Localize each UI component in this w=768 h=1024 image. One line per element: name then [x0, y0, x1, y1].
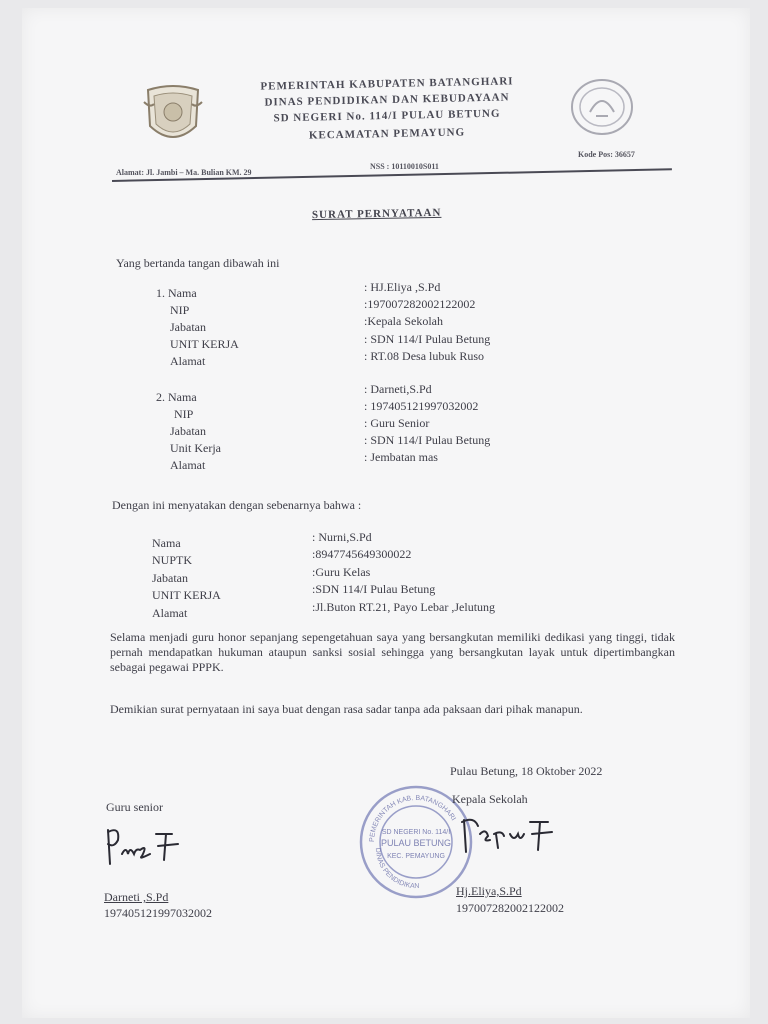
person2-value: : 197405121997032002: [364, 399, 479, 413]
signature-right-icon: [458, 812, 558, 858]
document-title: SURAT PERNYATAAN: [311, 206, 442, 222]
person1-value: :197007282002122002: [364, 297, 476, 311]
subject-value: : Nurni,S.Pd: [312, 530, 372, 544]
letterhead-line-1: PEMERINTAH KABUPATEN BATANGHARI: [260, 75, 514, 93]
subject-label: Nama: [152, 536, 181, 550]
person1-label: NIP: [170, 303, 190, 317]
person1-value: : RT.08 Desa lubuk Ruso: [364, 349, 485, 363]
signature-left-icon: [102, 820, 192, 872]
person2-value: : Guru Senior: [364, 416, 430, 430]
person2-value: : SDN 114/I Pulau Betung: [364, 433, 491, 447]
subject-label: UNIT KERJA: [152, 588, 221, 602]
signer-left-nip: 197405121997032002: [104, 906, 212, 920]
signer-left-role: Guru senior: [106, 800, 163, 814]
person1-value: : HJ.Eliya ,S.Pd: [364, 280, 441, 294]
stamp-line-1: SD NEGERI No. 114/I: [381, 829, 451, 836]
signer-left-name: Darneti ,S.Pd: [104, 890, 169, 904]
subject-label: Alamat: [152, 606, 188, 620]
subject-value: :Guru Kelas: [312, 565, 371, 579]
signer-right-nip: 197007282002122002: [456, 901, 564, 915]
signer-right-role: Kepala Sekolah: [452, 792, 528, 806]
statement-text: Dengan ini menyatakan dengan sebenarnya bahwa :: [112, 498, 362, 512]
subject-value: :SDN 114/I Pulau Betung: [312, 582, 436, 596]
subject-label: Jabatan: [152, 571, 188, 585]
stamp-ring-top: PEMERINTAH KAB. BATANGHARI: [368, 794, 457, 843]
place-date: Pulau Betung, 18 Oktober 2022: [450, 764, 603, 778]
person1-label: Jabatan: [170, 320, 206, 334]
signer-right-name: Hj.Eliya,S.Pd: [456, 884, 522, 898]
person2-label: Alamat: [170, 458, 206, 472]
person2-label: NIP: [174, 407, 194, 421]
paragraph-closing: Demikian surat pernyataan ini saya buat dengan rasa sadar tanpa ada paksaan dari pihak manapun.: [110, 702, 583, 716]
person1-label: Alamat: [170, 354, 206, 368]
subject-label: NUPTK: [152, 553, 193, 567]
person2-name-label: 2. Nama: [156, 390, 197, 404]
subject-value: :8947745649300022: [312, 547, 412, 561]
person1-name-label: 1. Nama: [156, 286, 197, 300]
letterhead-nss: NSS : 10110010S011: [370, 162, 439, 171]
tut-wuri-handayani-logo: [568, 76, 636, 138]
regency-emblem-logo: [140, 82, 206, 150]
letterhead-line-3: SD NEGERI No. 114/I PULAU BETUNG: [273, 107, 501, 125]
stamp-line-2: PULAU BETUNG: [380, 838, 452, 848]
person1-label: UNIT KERJA: [170, 337, 239, 351]
intro-text: Yang bertanda tangan dibawah ini: [116, 256, 280, 270]
person2-value: : Darneti,S.Pd: [364, 382, 432, 396]
letterhead-postal-code: Kode Pos: 36657: [578, 150, 635, 159]
paragraph-dedication: Selama menjadi guru honor sepanjang sepengetahuan saya yang bersangkutan memiliki dedikasi yang tinggi, tidak pernah mendapatkan hukuman ataupun sanksi sosial sehingga yang bersangkutan layak untuk dipertimbangkan sebagai pegawai PPPK.: [110, 630, 675, 674]
person2-label: Unit Kerja: [170, 441, 221, 455]
stamp-line-3: KEC. PEMAYUNG: [387, 853, 445, 860]
person2-label: Jabatan: [170, 424, 206, 438]
letterhead-line-2: DINAS PENDIDIKAN DAN KEBUDAYAAN: [264, 91, 510, 109]
person1-value: : SDN 114/I Pulau Betung: [364, 332, 491, 346]
person1-value: :Kepala Sekolah: [364, 314, 443, 328]
stamp-ring-bottom: DINAS PENDIDIKAN: [373, 847, 420, 891]
letterhead-address: Alamat: Jl. Jambi – Ma. Bulian KM. 29: [116, 168, 252, 177]
letterhead-line-4: KECAMATAN PEMAYUNG: [308, 126, 466, 142]
subject-value: :Jl.Buton RT.21, Payo Lebar ,Jelutung: [312, 600, 496, 614]
person2-value: : Jembatan mas: [364, 450, 438, 464]
